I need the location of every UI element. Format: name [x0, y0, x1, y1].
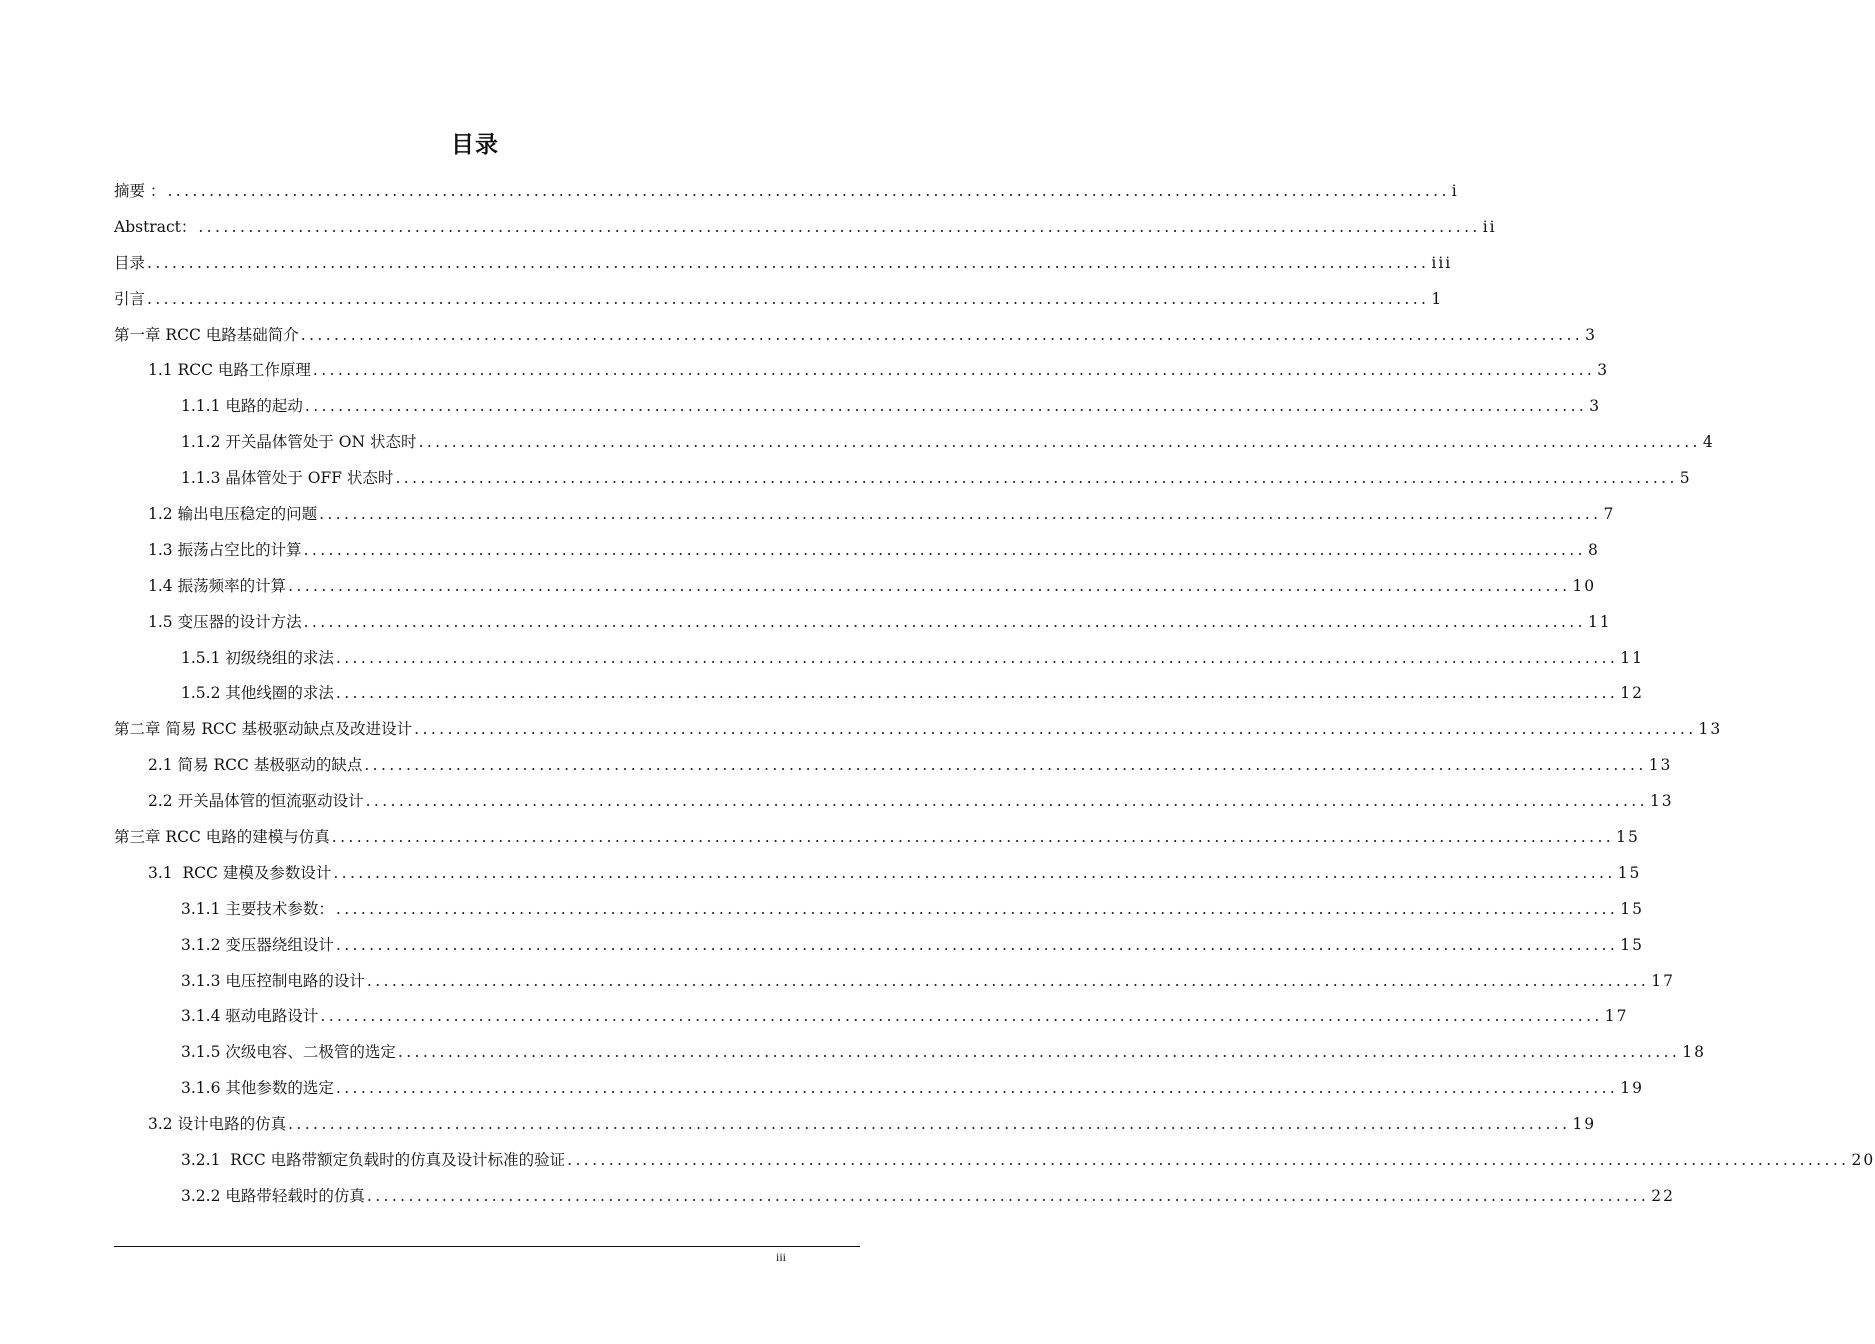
toc-entry-page: 10: [1572, 576, 1597, 595]
toc-entry[interactable]: [114, 820, 1640, 856]
toc-entry-label: 1.3 振荡占空比的计算: [148, 540, 302, 559]
toc-entry[interactable]: [114, 712, 1723, 748]
toc-entry[interactable]: [114, 246, 1453, 282]
toc-entry-page: 15: [1617, 863, 1642, 882]
toc-dot-leader: [319, 497, 1601, 533]
toc-entry-label: 第一章 RCC 电路基础简介: [114, 325, 299, 344]
toc-entry-label: 3.2 设计电路的仿真: [148, 1115, 287, 1134]
toc-dot-leader: [320, 999, 1602, 1035]
toc-entry-label: 3.1 RCC 建模及参数设计: [148, 863, 332, 882]
toc-dot-leader: [367, 1179, 1649, 1215]
toc-dot-leader: [364, 748, 1646, 784]
toc-entry-label: 3.1.1 主要技术参数：: [181, 899, 334, 918]
toc-entry-label: 3.1.5 次级电容、二极管的选定: [181, 1043, 396, 1062]
toc-entry[interactable]: [114, 533, 1600, 569]
toc-dot-leader: [366, 784, 1648, 820]
toc-entry[interactable]: [114, 605, 1612, 641]
toc-entry[interactable]: [114, 964, 1675, 1000]
toc-dot-leader: [288, 1107, 1570, 1143]
toc-dot-leader: [167, 174, 1449, 210]
toc-entry-page: i: [1451, 182, 1459, 200]
toc-dot-leader: [419, 425, 1701, 461]
toc-dot-leader: [304, 533, 1586, 569]
toc-entry-page: 18: [1682, 1043, 1706, 1062]
toc-entry-label: 2.1 简易 RCC 基极驱动的缺点: [148, 756, 363, 775]
toc-entry-label: Abstract：: [114, 217, 197, 236]
toc-entry-label: 3.1.4 驱动电路设计: [181, 1007, 319, 1026]
toc-dot-leader: [367, 964, 1649, 1000]
toc-entry[interactable]: [114, 282, 1444, 318]
toc-entry[interactable]: [114, 1035, 1706, 1071]
toc-entry[interactable]: [114, 748, 1673, 784]
toc-entry-page: 19: [1572, 1115, 1597, 1134]
toc-entry-label: 1.5 变压器的设计方法: [148, 612, 302, 631]
toc-entry-label: 引言: [114, 289, 146, 308]
toc-entry-label: 目录: [114, 253, 146, 272]
toc-dot-leader: [336, 892, 1618, 928]
toc-entry-page: 3: [1589, 397, 1602, 416]
toc-entry-label: 1.4 振荡频率的计算: [148, 576, 287, 595]
toc-entry-label: 3.2.1 RCC 电路带额定负载时的仿真及设计标准的验证: [181, 1151, 566, 1170]
toc-entry-label: 3.2.2 电路带轻载时的仿真: [181, 1186, 365, 1205]
toc-entry-page: 8: [1587, 540, 1600, 559]
toc-entry[interactable]: [114, 569, 1597, 605]
toc-entry[interactable]: [114, 856, 1642, 892]
toc-entry-label: 3.1.3 电压控制电路的设计: [181, 971, 365, 990]
toc-entry-page: iii: [1431, 253, 1453, 272]
toc-entry-page: 11: [1620, 648, 1644, 667]
toc-entry-label: 3.1.6 其他参数的选定: [181, 1079, 334, 1098]
toc-entry-page: 4: [1702, 433, 1715, 452]
page-title: 目录: [451, 132, 499, 158]
toc-dot-leader: [313, 353, 1595, 389]
toc-entry[interactable]: [114, 784, 1674, 820]
toc-entry-label: 1.1.2 开关晶体管处于 ON 状态时: [181, 433, 417, 452]
toc-entry[interactable]: [114, 1107, 1597, 1143]
toc-dot-leader: [288, 569, 1570, 605]
toc-entry-page: 13: [1649, 792, 1674, 811]
toc-entry[interactable]: [114, 928, 1644, 964]
toc-entry-page: 20: [1851, 1151, 1875, 1170]
toc-entry[interactable]: [114, 353, 1610, 389]
table-of-contents: [114, 174, 1875, 1215]
toc-entry-label: 第二章 简易 RCC 基极驱动缺点及改进设计: [114, 720, 413, 739]
toc-dot-leader: [414, 712, 1696, 748]
footer-page-number: iii: [776, 1250, 787, 1264]
toc-dot-leader: [395, 461, 1677, 497]
toc-entry-page: 3: [1597, 361, 1610, 380]
toc-dot-leader: [567, 1143, 1849, 1179]
toc-entry[interactable]: [114, 1143, 1875, 1179]
toc-entry[interactable]: [114, 892, 1644, 928]
toc-dot-leader: [333, 856, 1615, 892]
toc-entry[interactable]: [114, 461, 1692, 497]
toc-entry-label: 3.1.2 变压器绕组设计: [181, 935, 334, 954]
toc-entry-label: 1.1.3 晶体管处于 OFF 状态时: [181, 469, 394, 488]
toc-entry-label: 第三章 RCC 电路的建模与仿真: [114, 828, 330, 847]
toc-dot-leader: [305, 389, 1587, 425]
toc-dot-leader: [304, 605, 1586, 641]
footer-divider: [114, 1246, 860, 1247]
toc-entry[interactable]: [114, 1179, 1675, 1215]
toc-entry[interactable]: [114, 676, 1644, 712]
toc-dot-leader: [336, 641, 1618, 677]
toc-entry-label: 1.2 输出电压稳定的问题: [148, 505, 318, 524]
toc-entry[interactable]: [114, 318, 1597, 354]
toc-entry-page: 15: [1620, 899, 1644, 918]
toc-entry-page: 22: [1651, 1186, 1675, 1205]
toc-entry-page: 15: [1620, 935, 1644, 954]
toc-entry-page: 17: [1651, 971, 1675, 990]
toc-entry[interactable]: [114, 641, 1644, 677]
toc-dot-leader: [336, 1071, 1618, 1107]
toc-entry[interactable]: [114, 389, 1602, 425]
toc-entry-label: 1.1.1 电路的起动: [181, 397, 303, 416]
toc-entry-page: 11: [1587, 612, 1612, 631]
toc-entry[interactable]: [114, 174, 1459, 210]
toc-entry[interactable]: [114, 210, 1497, 246]
toc-entry-page: 13: [1648, 756, 1673, 775]
toc-entry-page: ii: [1482, 217, 1497, 236]
toc-entry-label: 1.1 RCC 电路工作原理: [148, 361, 311, 380]
toc-entry-label: 摘要 ：: [114, 182, 166, 200]
toc-entry[interactable]: [114, 1071, 1644, 1107]
toc-entry[interactable]: [114, 497, 1616, 533]
toc-entry[interactable]: [114, 425, 1715, 461]
toc-dot-leader: [398, 1035, 1680, 1071]
toc-entry-label: 1.5.1 初级绕组的求法: [181, 648, 334, 667]
toc-entry-page: 5: [1679, 469, 1692, 488]
toc-entry-page: 12: [1620, 684, 1644, 703]
toc-dot-leader: [198, 210, 1480, 246]
toc-dot-leader: [147, 246, 1429, 282]
toc-entry-label: 1.5.2 其他线圈的求法: [181, 684, 334, 703]
toc-dot-leader: [147, 282, 1429, 318]
toc-entry-page: 13: [1698, 720, 1723, 739]
toc-entry-page: 7: [1603, 505, 1616, 524]
toc-entry-page: 1: [1431, 289, 1444, 308]
toc-dot-leader: [336, 676, 1618, 712]
toc-entry-page: 15: [1616, 828, 1640, 847]
toc-dot-leader: [301, 318, 1583, 354]
toc-entry-label: 2.2 开关晶体管的恒流驱动设计: [148, 792, 364, 811]
toc-dot-leader: [332, 820, 1614, 856]
toc-entry-page: 3: [1585, 325, 1597, 344]
toc-entry[interactable]: [114, 999, 1629, 1035]
toc-entry-page: 17: [1604, 1007, 1629, 1026]
toc-entry-page: 19: [1620, 1079, 1644, 1098]
toc-dot-leader: [336, 928, 1618, 964]
